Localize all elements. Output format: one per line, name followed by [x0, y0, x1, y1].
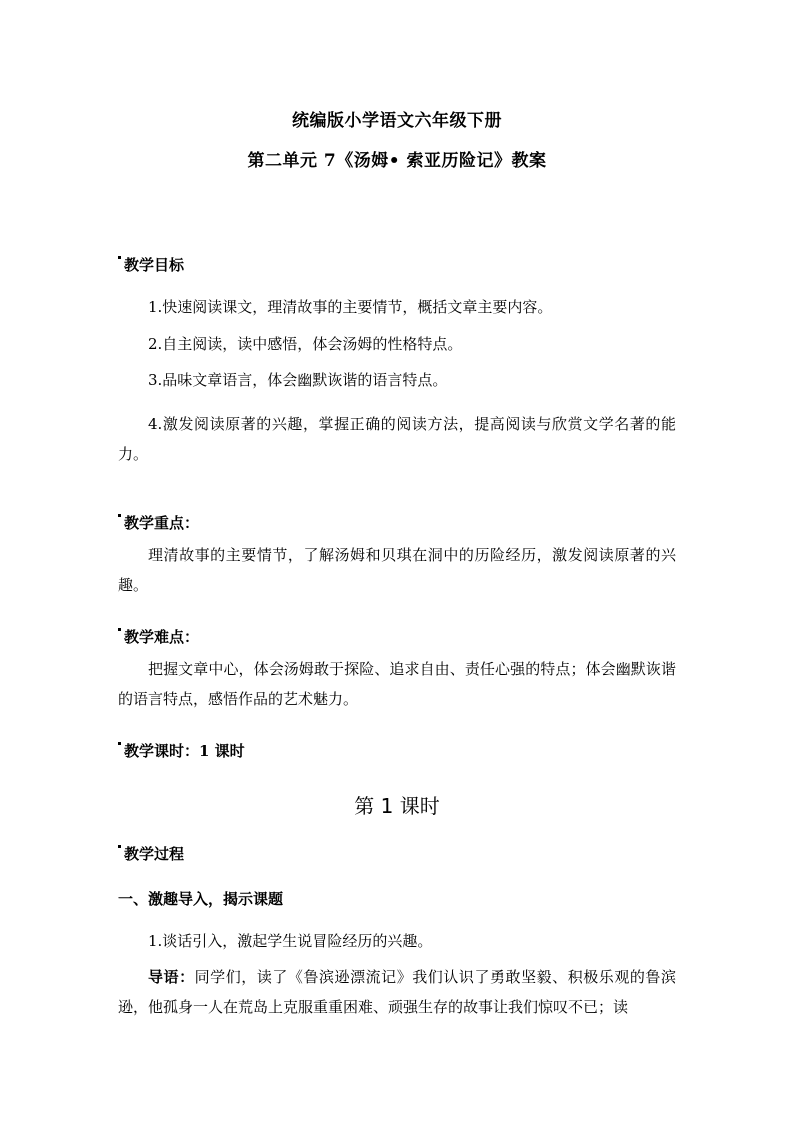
objective-item-1: 1.快速阅读课文，理清故事的主要情节，概括文章主要内容。	[148, 298, 553, 316]
document-subtitle: 第二单元 7《汤姆• 索亚历险记》教案	[247, 151, 547, 171]
document-title: 统编版小学语文六年级下册	[292, 111, 502, 131]
intro-paragraph	[118, 962, 676, 1022]
intro-label: 导语：	[148, 968, 195, 986]
step-1: 1.谈话引入，激起学生说冒险经历的兴趣。	[148, 932, 433, 950]
bullet-icon	[118, 742, 121, 745]
objectives-heading: 教学目标	[118, 254, 184, 275]
difficulties-text: 把握文章中心，体会汤姆敢于探险、追求自由、责任心强的特点；体会幽默诙谐的语言特点，感悟作品的艺术魅力。	[118, 660, 676, 708]
bullet-icon	[118, 628, 121, 631]
hours-heading: 教学课时：1 课时	[118, 740, 245, 761]
objective-item-3: 3.品味文章语言，体会幽默诙谐的语言特点。	[148, 371, 448, 389]
difficulties-heading: 教学难点：	[118, 626, 199, 647]
objective-item-4: 4.激发阅读原著的兴趣，掌握正确的阅读方法，提高阅读与欣赏文学名著的能力。	[118, 415, 676, 463]
key-points-heading: 教学重点：	[118, 512, 199, 533]
intro-text: 同学们，读了《鲁滨逊漂流记》我们认识了勇敢坚毅、积极乐观的鲁滨逊，他孤身一人在荒岛上克服重重困难、顽强生存的故事让我们惊叹不已；读	[118, 968, 676, 1016]
section-heading-1: 一、激趣导入，揭示课题	[118, 890, 284, 908]
lesson-title: 第 1 课时	[354, 794, 440, 818]
bullet-icon	[118, 514, 121, 517]
key-points-text: 理清故事的主要情节，了解汤姆和贝琪在洞中的历险经历，激发阅读原著的兴趣。	[118, 546, 676, 594]
bullet-icon	[118, 845, 121, 848]
bullet-icon	[118, 256, 121, 259]
process-heading: 教学过程	[118, 843, 184, 864]
objective-item-2: 2.自主阅读，读中感悟，体会汤姆的性格特点。	[148, 335, 463, 353]
